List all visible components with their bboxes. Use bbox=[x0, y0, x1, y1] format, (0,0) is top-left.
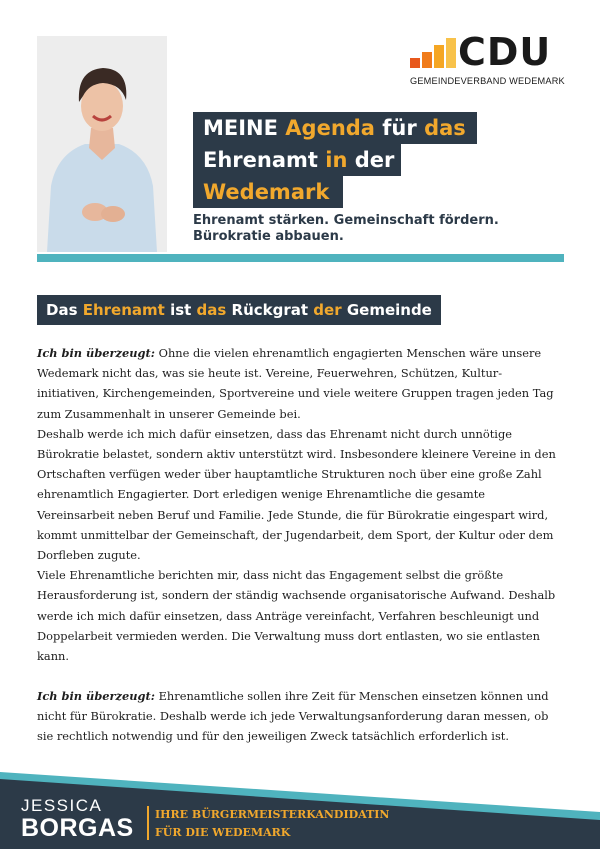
paragraph-2: Ich bin überzeugt: Ehrenamtliche sollen ihre Zeit für Menschen einsetzen können und nicht für Bürokratie. Deshalb werde ich jede Verwaltungsanforderung daran messen, ob sie rechtlich notwendig und für den jeweiligen Zweck tatsächlich erforderlich ist. bbox=[37, 689, 549, 744]
cdu-logo bbox=[410, 30, 570, 92]
candidate-photo bbox=[37, 36, 167, 252]
headline-line-2: Ehrenamt in der bbox=[193, 144, 401, 176]
headline-line-1: MEINE Agenda für das bbox=[193, 112, 477, 144]
candidate-role-line-1: IHRE BÜRGERMEISTERKANDIDATIN bbox=[155, 808, 390, 821]
logo-wordmark: CDU bbox=[458, 30, 552, 74]
tagline bbox=[193, 213, 499, 245]
candidate-last-name: BORGAS bbox=[21, 814, 134, 842]
divider-bar bbox=[37, 254, 564, 262]
footer-divider bbox=[147, 806, 149, 840]
logo-bars-icon bbox=[410, 38, 456, 68]
paragraph-2-lead: Ich bin überzeugt: bbox=[37, 689, 155, 703]
candidate-role-line-2: FÜR DIE WEDEMARK bbox=[155, 826, 291, 839]
paragraph-1: Ich bin überzeugt: Ohne die vielen ehrenamtlich engagierten Menschen wäre unsere Wedemark nicht das, was sie heute ist. Vereine, Feuerwehren, Schützen, Kultur-initiativen, Kirchengemeinden, Sportvereine und viele weitere Gruppen tragen jeden Tag zum Zusammenhalt in unserer Gemeinde bei. Deshalb werde ich mich dafür einsetzen, dass das Ehrenamt nicht durch unnötige Bürokratie belastet, sondern aktiv unterstützt wird. Insbesondere kleinere Vereine in den Ortschaften verfügen weder über hauptamtliche Strukturen noch über eine große Zahl ehrenamtlich Engagierter. Dort erledigen wenige Ehrenamtliche die gesamte Vereinsarbeit neben Beruf und Familie. Jede Stunde, die für Bürokratie eingespart wird, kommt unmittelbar der Gemeinschaft, der Jugendarbeit, dem Sport, der Kultur oder dem Dorfleben zugute. Viele Ehrenamtliche berichten mir, dass nicht das Engagement selbst die größte Herausforderung ist, sondern der ständig wachsende organisatorische Aufwand. Deshalb werde ich mich dafür einsetzen, dass Anträge vereinfacht, Verfahren beschleunigt und Doppelarbeit vermieden werden. Die Verwaltung muss dort entlasten, wo sie entlasten kann. bbox=[37, 346, 556, 664]
tagline-line-2: Bürokratie abbauen. bbox=[193, 229, 344, 244]
tagline-line-1: Ehrenamt stärken. Gemeinschaft fördern. bbox=[193, 213, 499, 228]
candidate-first-name: JESSICA bbox=[21, 796, 103, 815]
section-title: Das Ehrenamt ist das Rückgrat der Gemeinde bbox=[37, 295, 441, 325]
logo-subtitle: GEMEINDEVERBAND WEDEMARK bbox=[410, 76, 565, 86]
headline-line-3: Wedemark bbox=[193, 176, 343, 208]
paragraph-1-lead: Ich bin überzeugt: bbox=[37, 346, 155, 360]
